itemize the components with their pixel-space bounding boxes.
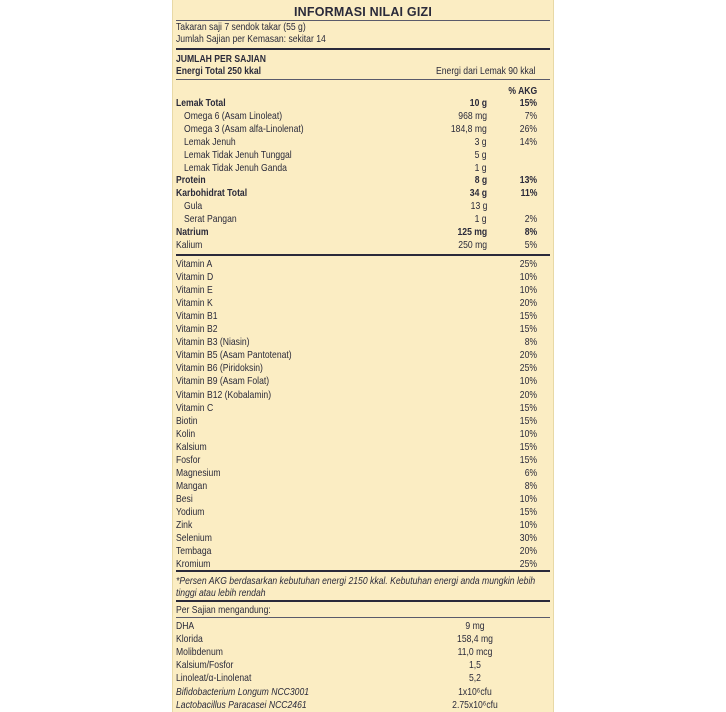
- nutrient-akg: 15%: [519, 97, 537, 109]
- vitamin-name: Vitamin B9 (Asam Folat): [176, 375, 270, 388]
- nutrient-name: Lemak Jenuh: [184, 135, 236, 148]
- nutrient-name: Gula: [184, 200, 203, 213]
- nutrient-amount: 13 g: [470, 200, 487, 213]
- footnote-line-2: tinggi atau lebih rendah: [176, 587, 266, 599]
- contains-row: [173, 620, 553, 633]
- nutrient-akg: 11%: [520, 187, 537, 200]
- vitamin-name: Fosfor: [176, 453, 201, 466]
- vitamin-akg: 25%: [519, 362, 537, 375]
- contains-row: [173, 686, 553, 699]
- nutrient-amount: 8 g: [474, 174, 487, 187]
- nutrient-amount: 10 g: [469, 97, 487, 109]
- vitamin-akg: 10%: [519, 427, 537, 440]
- vitamin-akg: 10%: [519, 375, 537, 388]
- vitamin-akg: 25%: [519, 558, 537, 571]
- vitamin-name: Yodium: [176, 505, 205, 518]
- energy-total: Energi Total 250 kkal: [176, 65, 262, 77]
- serving-size: Takaran saji 7 sendok takar (55 g): [176, 21, 306, 33]
- vitamin-akg: 10%: [519, 271, 537, 284]
- vitamin-akg: 20%: [519, 545, 537, 558]
- contains-amount: 158,4 mg: [457, 633, 493, 646]
- vitamin-row: [173, 545, 553, 558]
- vitamin-akg: 15%: [519, 453, 537, 466]
- contains-name: Klorida: [176, 633, 203, 646]
- vitamin-akg: 30%: [519, 532, 537, 545]
- nutrient-akg: 2%: [524, 213, 537, 226]
- vitamin-row: [173, 375, 553, 388]
- nutrient-name: Lemak Tidak Jenuh Tunggal: [184, 148, 292, 161]
- vitamin-akg: 8%: [524, 336, 537, 349]
- vitamin-name: Zink: [176, 519, 193, 531]
- vitamin-akg: 15%: [519, 414, 537, 427]
- vitamin-row: [173, 415, 553, 428]
- nutrient-row: [173, 149, 553, 162]
- divider: [176, 600, 550, 602]
- vitamin-name: Kolin: [176, 427, 196, 440]
- contains-heading: Per Sajian mengandung:: [176, 604, 271, 616]
- nutrient-row: [173, 110, 553, 123]
- contains-row: [173, 659, 553, 672]
- contains-amount: 1,5: [469, 659, 481, 672]
- vitamin-row: [173, 389, 553, 402]
- vitamin-row: [173, 402, 553, 415]
- nutrient-name: Protein: [176, 174, 206, 187]
- contains-name: Linoleat/α-Linolenat: [176, 672, 252, 685]
- vitamin-akg: 15%: [519, 505, 537, 518]
- vitamin-akg: 15%: [519, 323, 537, 336]
- vitamin-name: Vitamin C: [176, 401, 214, 414]
- contains-name: Bifidobacterium Longum NCC3001: [176, 685, 310, 698]
- contains-name: DHA: [176, 620, 195, 632]
- divider: [176, 254, 550, 256]
- vitamin-akg: 6%: [524, 466, 537, 479]
- nutrition-facts-panel: [172, 0, 554, 712]
- vitamin-name: Vitamin B3 (Niasin): [176, 336, 250, 349]
- vitamin-row: [173, 428, 553, 441]
- vitamin-akg: 10%: [519, 492, 537, 505]
- divider: [176, 570, 550, 572]
- vitamin-akg: 10%: [519, 519, 537, 531]
- vitamin-name: Vitamin B2: [176, 323, 218, 336]
- nutrient-name: Karbohidrat Total: [176, 187, 248, 200]
- vitamin-name: Tembaga: [176, 545, 212, 558]
- vitamin-name: Vitamin B6 (Piridoksin): [176, 362, 263, 375]
- nutrient-amount: 968 mg: [458, 109, 487, 122]
- nutrient-akg: 26%: [519, 122, 537, 135]
- vitamin-row: [173, 310, 553, 323]
- footnote-line-1: *Persen AKG berdasarkan kebutuhan energi 2150 kkal. Kebutuhan energi anda mungkin lebih: [176, 575, 536, 587]
- vitamin-row: [173, 336, 553, 349]
- vitamin-name: Mangan: [176, 479, 208, 492]
- nutrient-name: Natrium: [176, 226, 209, 238]
- vitamin-row: [173, 271, 553, 284]
- vitamin-row: [173, 532, 553, 545]
- contains-row: [173, 699, 553, 712]
- nutrient-akg: 5%: [524, 238, 537, 251]
- contains-name: Lactobacillus Paracasei NCC2461: [176, 698, 307, 711]
- nutrient-amount: 5 g: [475, 148, 487, 161]
- nutrient-akg: 8%: [524, 226, 537, 238]
- servings-per-pack: Jumlah Sajian per Kemasan: sekitar 14: [176, 33, 326, 45]
- vitamin-name: Kromium: [176, 558, 211, 571]
- vitamin-akg: 25%: [519, 258, 537, 270]
- vitamin-akg: 15%: [519, 401, 537, 414]
- nutrient-amount: 1 g: [475, 213, 487, 226]
- nutrient-amount: 250 mg: [458, 238, 487, 251]
- vitamin-row: [173, 362, 553, 375]
- akg-header: % AKG: [508, 85, 537, 97]
- vitamin-name: Kalsium: [176, 440, 207, 453]
- vitamin-row: [173, 323, 553, 336]
- nutrient-row: [173, 174, 553, 187]
- vitamin-row: [173, 480, 553, 493]
- nutrient-amount: 125 mg: [457, 226, 487, 238]
- vitamin-row: [173, 506, 553, 519]
- nutrient-amount: 1 g: [475, 161, 487, 174]
- nutrient-name: Lemak Tidak Jenuh Ganda: [184, 161, 287, 174]
- vitamin-row: [173, 284, 553, 297]
- nutrient-row: [173, 97, 553, 110]
- nutrient-row: [173, 123, 553, 136]
- contains-amount: 9 mg: [465, 620, 485, 632]
- nutrient-akg: 13%: [519, 174, 537, 187]
- vitamin-name: Vitamin A: [176, 258, 213, 270]
- vitamin-name: Vitamin K: [176, 297, 213, 310]
- nutrient-row: [173, 213, 553, 226]
- contains-amount: 11,0 mcg: [457, 646, 493, 659]
- vitamin-name: Vitamin B1: [176, 310, 218, 323]
- contains-row: [173, 633, 553, 646]
- nutrient-row: [173, 200, 553, 213]
- vitamin-name: Besi: [176, 492, 193, 505]
- vitamin-akg: 10%: [519, 284, 537, 297]
- nutrient-name: Omega 3 (Asam alfa-Linolenat): [184, 122, 304, 135]
- nutrient-row: [173, 162, 553, 175]
- divider: [176, 617, 550, 618]
- vitamin-akg: 8%: [524, 479, 537, 492]
- vitamin-name: Biotin: [176, 414, 198, 427]
- nutrient-amount: 34 g: [469, 187, 487, 200]
- nutrient-row: [173, 187, 553, 200]
- nutrient-row: [173, 226, 553, 239]
- vitamin-name: Vitamin D: [176, 271, 214, 284]
- vitamin-row: [173, 519, 553, 532]
- nutrient-name: Lemak Total: [176, 97, 226, 109]
- nutrient-name: Serat Pangan: [184, 213, 237, 226]
- nutrient-amount: 3 g: [475, 135, 487, 148]
- vitamin-akg: 20%: [519, 388, 537, 401]
- vitamin-row: [173, 258, 553, 271]
- contains-name: Kalsium/Fosfor: [176, 659, 234, 672]
- divider: [176, 48, 550, 50]
- contains-row: [173, 646, 553, 659]
- contains-name: Molibdenum: [176, 646, 223, 659]
- nutrient-name: Omega 6 (Asam Linoleat): [184, 109, 283, 122]
- contains-amount: 1x10⁶cfu: [458, 685, 492, 698]
- contains-amount: 2.75x10⁶cfu: [452, 698, 498, 711]
- contains-row: [173, 672, 553, 685]
- vitamin-row: [173, 467, 553, 480]
- vitamin-row: [173, 441, 553, 454]
- energy-from-fat: Energi dari Lemak 90 kkal: [436, 65, 536, 77]
- panel-title: INFORMASI NILAI GIZI: [293, 5, 433, 19]
- divider: [176, 79, 550, 80]
- vitamin-name: Vitamin B12 (Kobalamin): [176, 388, 272, 401]
- nutrient-name: Kalium: [176, 238, 203, 251]
- vitamin-name: Magnesium: [176, 466, 221, 479]
- contains-amount: 5,2: [469, 672, 481, 685]
- nutrient-row: [173, 136, 553, 149]
- nutrient-amount: 184,8 mg: [451, 122, 487, 135]
- vitamin-row: [173, 297, 553, 310]
- vitamin-row: [173, 454, 553, 467]
- nutrient-row: [173, 239, 553, 252]
- vitamin-akg: 20%: [519, 297, 537, 310]
- per-serving-heading: JUMLAH PER SAJIAN: [176, 53, 266, 65]
- vitamin-akg: 15%: [519, 310, 537, 323]
- vitamin-name: Vitamin E: [176, 284, 213, 297]
- nutrient-akg: 7%: [524, 109, 537, 122]
- vitamin-akg: 15%: [519, 440, 537, 453]
- vitamin-row: [173, 349, 553, 362]
- vitamin-row: [173, 493, 553, 506]
- nutrient-akg: 14%: [519, 135, 537, 148]
- vitamin-name: Vitamin B5 (Asam Pantotenat): [176, 349, 292, 362]
- vitamin-akg: 20%: [519, 349, 537, 362]
- vitamin-name: Selenium: [176, 532, 212, 545]
